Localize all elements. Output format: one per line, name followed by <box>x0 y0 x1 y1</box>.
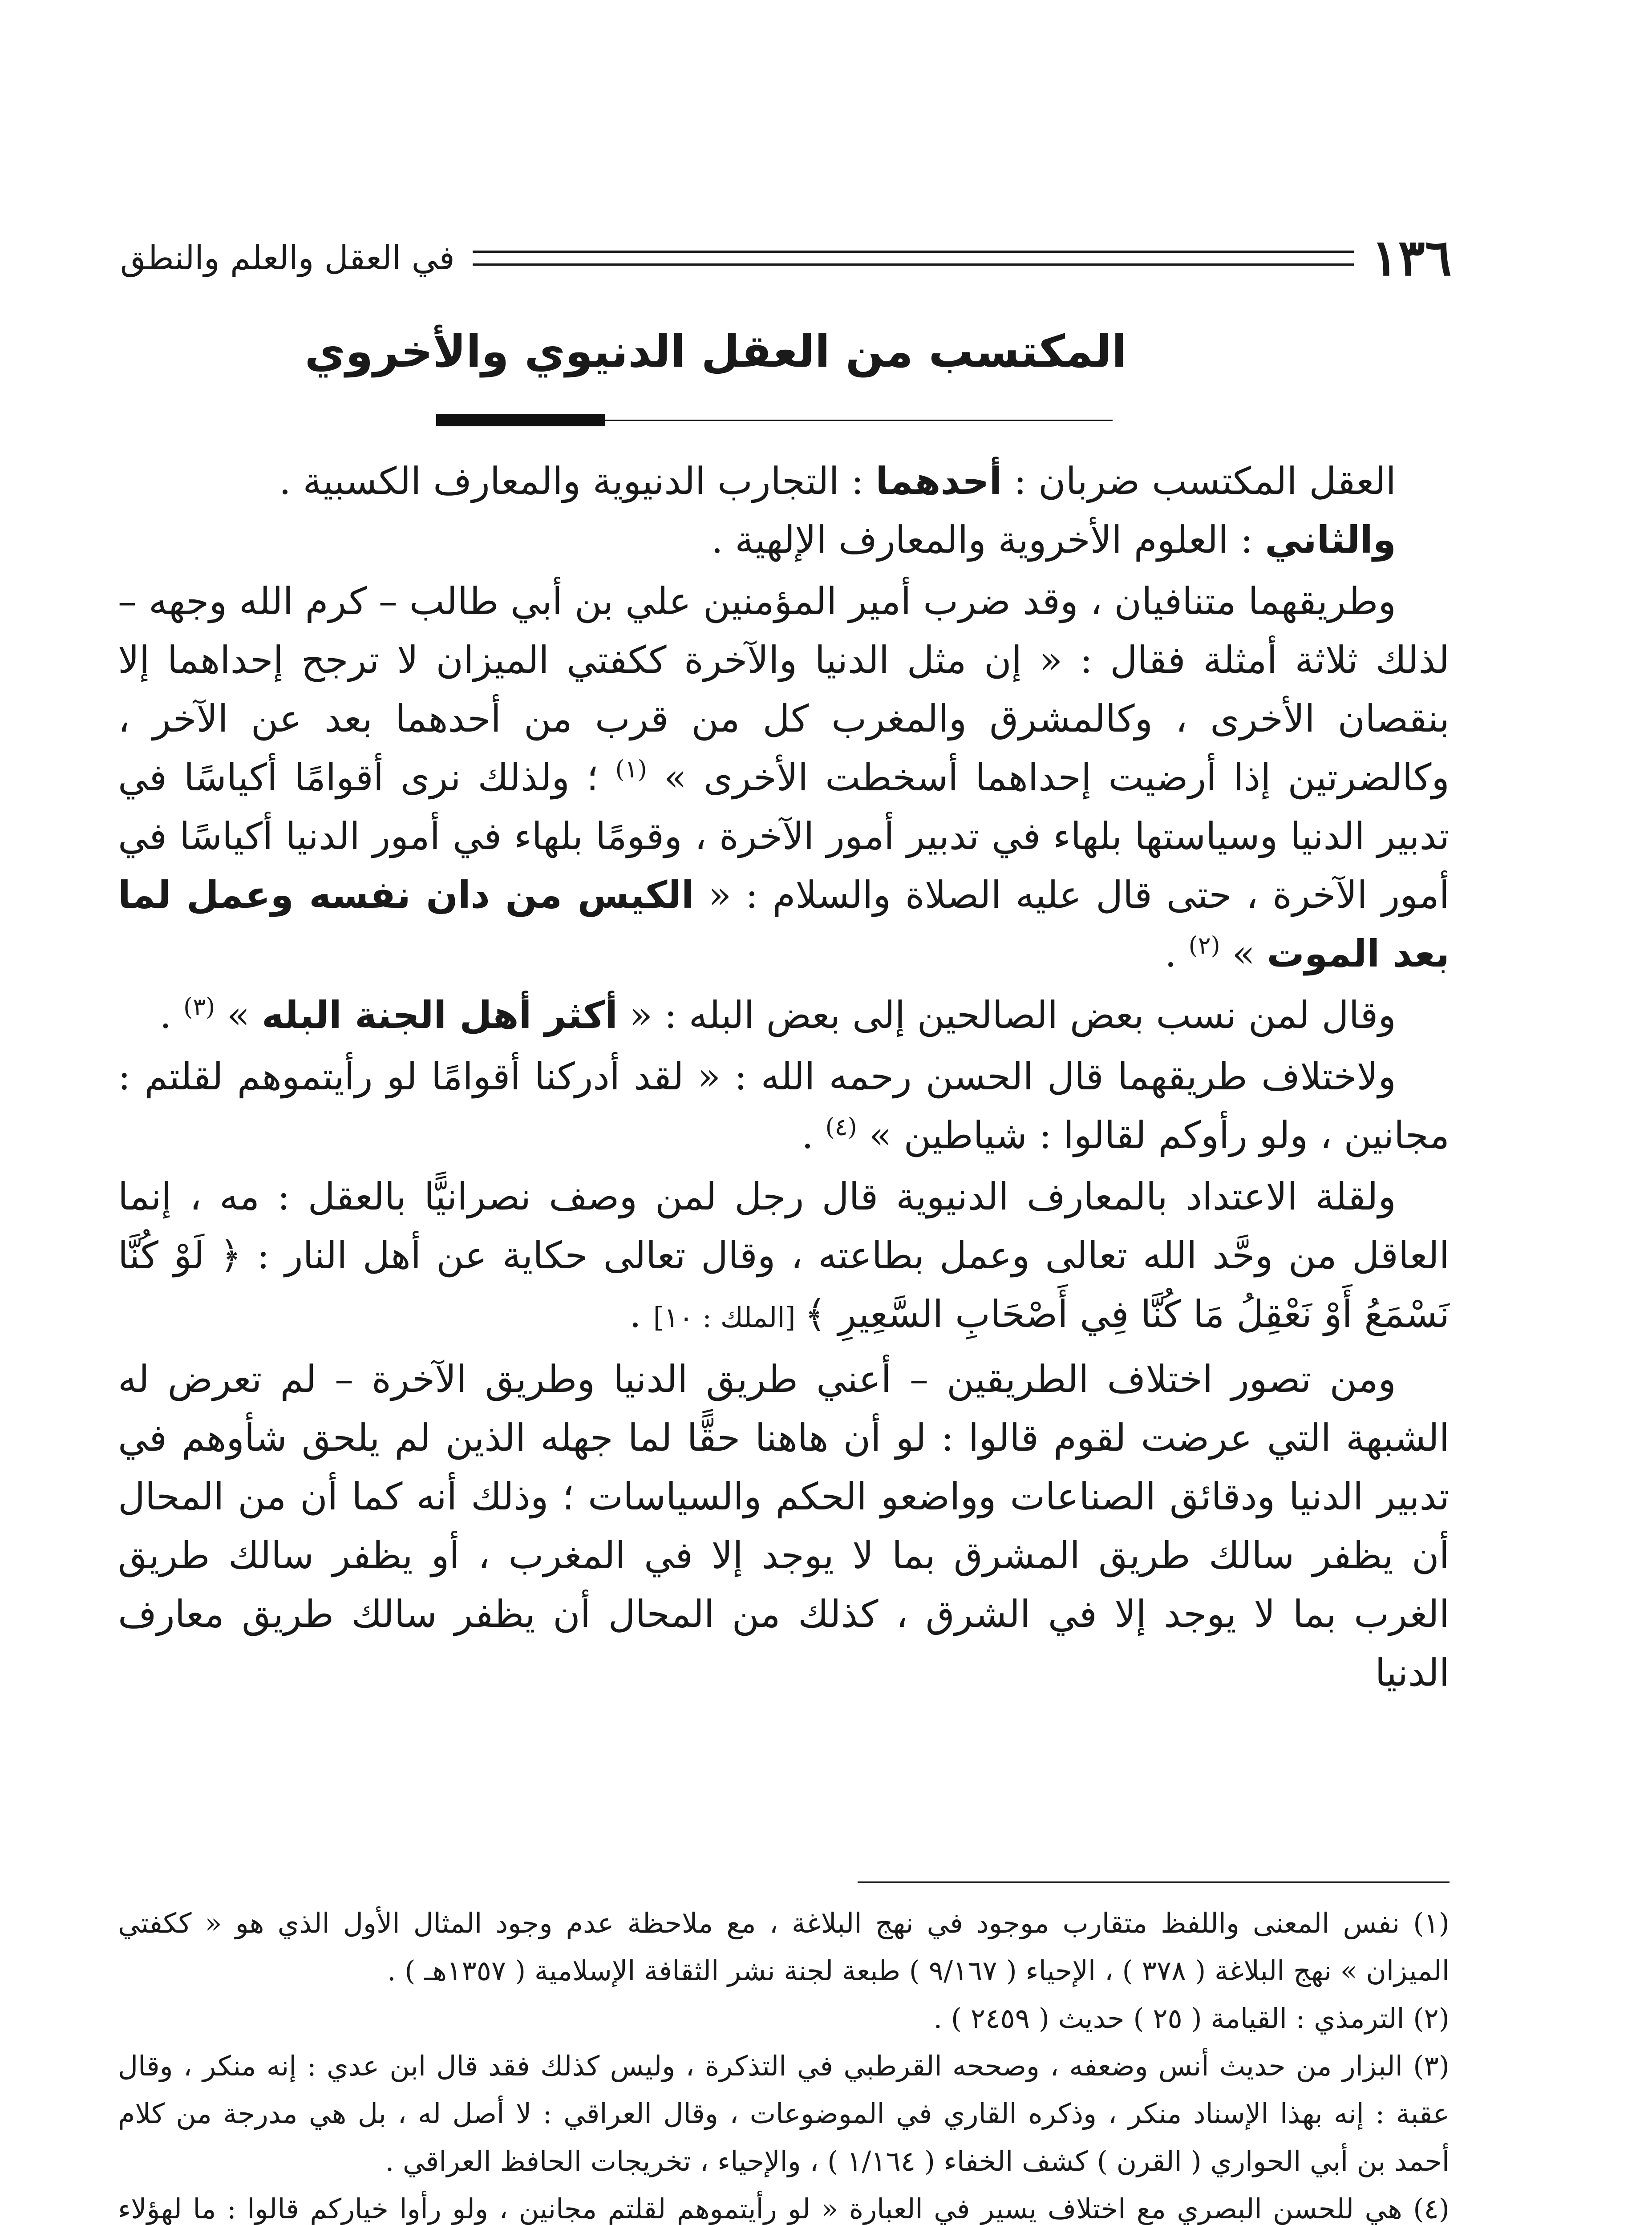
paragraph-5: ولاختلاف طريقهما قال الحسن رحمه الله : « لقد أدركنا أقوامًا لو رأيتموهم لقلتم : مجانين ، ولو رأوكم لقالوا : شياطين » $^{(٤)}$ . <box>118 1055 1450 1157</box>
bold-term: والثاني <box>1265 518 1396 562</box>
footnotes <box>118 1899 1450 2225</box>
body-text <box>118 452 1450 1702</box>
hadith-text: أكثر أهل الجنة البله <box>261 993 618 1037</box>
header-rule <box>473 251 1354 266</box>
section-title: المكتسب من العقل الدنيوي والأخروي <box>304 325 1127 377</box>
hadith-text: الكيس من دان نفسه وعمل لما بعد الموت <box>118 873 1450 975</box>
footnote-ref[interactable]: (٤) <box>825 1113 857 1141</box>
footnote-4: (٤) هي للحسن البصري مع اختلاف يسير في العبارة « لو رأيتموهم لقلتم مجانين ، ولو رأوا خياركم قالوا : ما لهؤلاء <box>118 2193 1450 2225</box>
verse-citation: [الملك : ١٠] <box>653 1301 805 1334</box>
footnote-ref[interactable]: (٣) <box>183 993 215 1021</box>
quran-verse: ﴿ لَوْ كُنَّا نَسْمَعُ أَوْ نَعْقِلُ مَا كُنَّا فِي أَصْحَابِ السَّعِيرِ ﴾ <box>118 1234 1450 1336</box>
footnote-separator <box>858 1881 1450 1883</box>
footnote-ref[interactable]: (١) <box>615 755 647 783</box>
title-underline <box>436 414 1113 427</box>
title-underline-thick <box>436 414 605 426</box>
paragraph-6: ولقلة الاعتداد بالمعارف الدنيوية قال رجل لمن وصف نصرانيًّا بالعقل : مه ، إنما العاقل من وحَّد الله تعالى وعمل بطاعته ، وقال تعالى حكاية عن أهل النار : ﴿ لَوْ كُنَّا نَسْمَعُ أَوْ نَعْقِلُ مَا كُنَّا فِي أَصْحَابِ السَّعِيرِ ﴾ [الملك : ١٠] . <box>118 1175 1450 1336</box>
paragraph-7: ومن تصور اختلاف الطريقين – أعني طريق الدنيا وطريق الآخرة – لم تعرض له الشبهة التي عرضت لقوم قالوا : لو أن هاهنا حقًّا لما جهله الذين لم يلحق شأوهم في تدبير الدنيا ودقائق الصناعات وواضعو الحكم والسياسات ؛ وذلك أنه كما أن من المحال أن يظفر سالك طريق المشرق بما لا يوجد إلا في المغرب ، أو يظفر سالك طريق الغرب بما لا يوجد إلا في الشرق ، كذلك من المحال أن يظفر سالك طريق معارف الدنيا <box>118 1357 1450 1695</box>
footnote-ref[interactable]: (٢) <box>1188 931 1220 959</box>
paragraph-4: وقال لمن نسب بعض الصالحين إلى بعض البله : « أكثر أهل الجنة البله » $^{(٣)}$ . <box>159 993 1396 1037</box>
running-title: في العقل والعلم والنطق <box>120 239 455 277</box>
paragraph-2: والثاني : العلوم الأخروية والمعارف الإلهية . <box>711 518 1396 562</box>
footnote-3: (٣) البزار من حديث أنس وضعفه ، وصححه القرطبي في التذكرة ، وليس كذلك فقد قال ابن عدي : إنه منكر ، وقال عقبة : إنه بهذا الإسناد منكر ، وذكره القاري في الموضوعات ، وقال العراقي : لا أصل له ، بل هي مدرجة من كلام أحمد بن أبي الحواري ( القرن ) كشف الخفاء ( ١/١٦٤ ) ، والإحياء ، تخريجات الحافظ العراقي . <box>118 2050 1450 2177</box>
running-header <box>120 231 1452 285</box>
paragraph-1: العقل المكتسب ضربان : أحدهما : التجارب الدنيوية والمعارف الكسبية . <box>279 459 1396 503</box>
paragraph-3: وطريقهما متنافيان ، وقد ضرب أمير المؤمنين علي بن أبي طالب – كرم الله وجهه – لذلك ثلاثة أمثلة فقال : « إن مثل الدنيا والآخرة ككفتي الميزان لا ترجح إحداهما إلا بنقصان الأخرى ، وكالمشرق والمغرب كل من قرب من أحدهما بعد عن الآخر ، وكالضرتين إذا أرضيت إحداهما أسخطت الأخرى » $^{(١)}$ ؛ ولذلك نرى أقوامًا أكياسًا في تدبير الدنيا وسياستها بلهاء في تدبير أمور الآخرة ، وقومًا بلهاء في أمور الدنيا أكياسًا في أمور الآخرة ، حتى قال عليه الصلاة والسلام : « الكيس من دان نفسه وعمل لما بعد الموت » $^{(٢)}$ . <box>118 579 1450 975</box>
footnote-1: (١) نفس المعنى واللفظ متقارب موجود في نهج البلاغة ، مع ملاحظة عدم وجود المثال الأول الذي هو « ككفتي الميزان » نهج البلاغة ( ٣٧٨ ) ، الإحياء ( ٩/١٦٧ ) طبعة لجنة نشر الثقافة الإسلامية ( ١٣٥٧هـ ) . <box>118 1907 1450 1987</box>
page-number: ١٣٦ <box>1371 229 1452 287</box>
bold-term: أحدهما <box>875 459 1002 503</box>
footnote-2: (٢) الترمذي : القيامة ( ٢٥ ) حديث ( ٢٤٥٩ ) . <box>933 2002 1450 2035</box>
